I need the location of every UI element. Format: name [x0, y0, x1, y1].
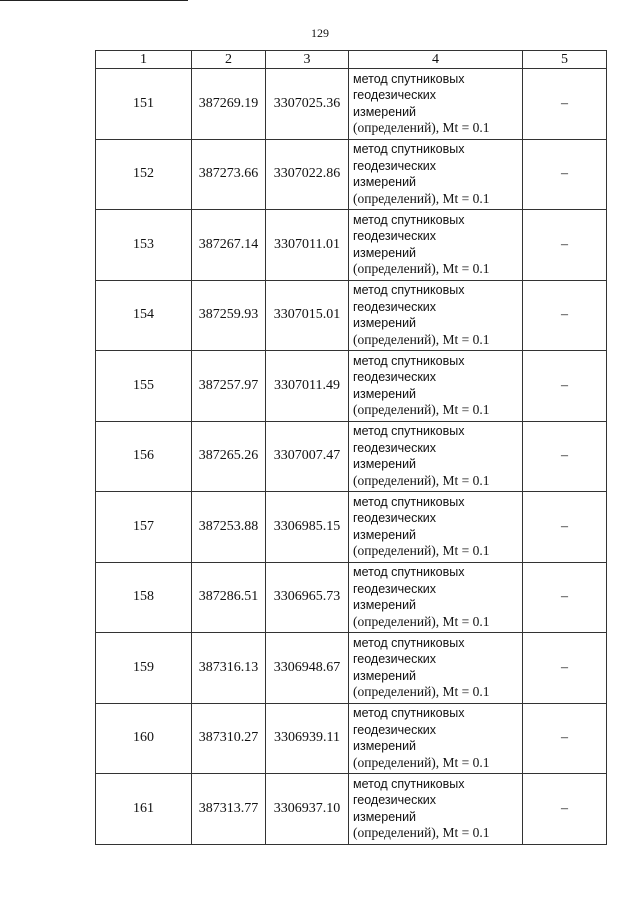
method-line: метод спутниковых	[353, 635, 465, 650]
method-line: измерений	[353, 809, 417, 824]
method-line: (определений), Mt = 0.1	[353, 261, 490, 277]
method-cell	[349, 774, 523, 845]
coordinates-table	[95, 50, 607, 845]
header-col-1: 1	[96, 51, 192, 69]
method-line: измерений	[353, 739, 417, 754]
table-row	[96, 703, 607, 774]
method-line: измерений	[353, 316, 417, 331]
method-line: геодезических	[353, 299, 437, 314]
method-line: метод спутниковых	[353, 494, 465, 509]
x-coordinate-cell: 387267.14	[192, 210, 266, 281]
y-coordinate-cell: 3306948.67	[266, 633, 349, 704]
method-line: метод спутниковых	[353, 142, 465, 157]
method-line: измерений	[353, 527, 417, 542]
y-coordinate-cell: 3306937.10	[266, 774, 349, 845]
method-cell	[349, 562, 523, 633]
method-line: измерений	[353, 245, 417, 260]
point-number-cell: 154	[96, 280, 192, 351]
header-col-3: 3	[266, 51, 349, 69]
method-line: (определений), Mt = 0.1	[353, 331, 490, 347]
top-rule	[0, 0, 188, 1]
column-5-cell: –	[523, 633, 607, 704]
method-line: метод спутниковых	[353, 283, 465, 298]
column-5-cell: –	[523, 492, 607, 563]
point-number-cell: 153	[96, 210, 192, 281]
y-coordinate-cell: 3307007.47	[266, 421, 349, 492]
method-cell	[349, 421, 523, 492]
method-line: (определений), Mt = 0.1	[353, 402, 490, 418]
method-line: измерений	[353, 668, 417, 683]
method-line: метод спутниковых	[353, 776, 465, 791]
y-coordinate-cell: 3307011.49	[266, 351, 349, 422]
method-cell	[349, 69, 523, 140]
column-5-cell: –	[523, 421, 607, 492]
method-line: геодезических	[353, 88, 437, 103]
table-row	[96, 633, 607, 704]
method-line: геодезических	[353, 440, 437, 455]
method-line: (определений), Mt = 0.1	[353, 684, 490, 700]
column-5-cell: –	[523, 703, 607, 774]
point-number-cell: 161	[96, 774, 192, 845]
x-coordinate-cell: 387265.26	[192, 421, 266, 492]
table-row	[96, 280, 607, 351]
table-row	[96, 562, 607, 633]
method-line: метод спутниковых	[353, 353, 465, 368]
header-col-4: 4	[349, 51, 523, 69]
method-line: (определений), Mt = 0.1	[353, 120, 490, 136]
page-number: 129	[311, 26, 329, 40]
x-coordinate-cell: 387313.77	[192, 774, 266, 845]
method-cell	[349, 633, 523, 704]
x-coordinate-cell: 387269.19	[192, 69, 266, 140]
column-5-cell: –	[523, 351, 607, 422]
method-line: измерений	[353, 386, 417, 401]
column-5-cell: –	[523, 210, 607, 281]
y-coordinate-cell: 3307011.01	[266, 210, 349, 281]
point-number-cell: 160	[96, 703, 192, 774]
y-coordinate-cell: 3306939.11	[266, 703, 349, 774]
table-row	[96, 139, 607, 210]
method-line: геодезических	[353, 722, 437, 737]
column-5-cell: –	[523, 139, 607, 210]
x-coordinate-cell: 387257.97	[192, 351, 266, 422]
method-cell	[349, 703, 523, 774]
y-coordinate-cell: 3306985.15	[266, 492, 349, 563]
y-coordinate-cell: 3307022.86	[266, 139, 349, 210]
method-line: геодезических	[353, 793, 437, 808]
x-coordinate-cell: 387316.13	[192, 633, 266, 704]
method-line: метод спутниковых	[353, 706, 465, 721]
method-line: геодезических	[353, 370, 437, 385]
method-cell	[349, 210, 523, 281]
method-line: (определений), Mt = 0.1	[353, 825, 490, 841]
x-coordinate-cell: 387310.27	[192, 703, 266, 774]
method-line: метод спутниковых	[353, 71, 465, 86]
table-header-row	[96, 51, 607, 69]
header-col-5: 5	[523, 51, 607, 69]
x-coordinate-cell: 387253.88	[192, 492, 266, 563]
point-number-cell: 151	[96, 69, 192, 140]
table-row	[96, 774, 607, 845]
point-number-cell: 159	[96, 633, 192, 704]
method-cell	[349, 351, 523, 422]
column-5-cell: –	[523, 280, 607, 351]
method-line: (определений), Mt = 0.1	[353, 190, 490, 206]
y-coordinate-cell: 3307025.36	[266, 69, 349, 140]
y-coordinate-cell: 3307015.01	[266, 280, 349, 351]
method-line: измерений	[353, 175, 417, 190]
method-line: измерений	[353, 457, 417, 472]
column-5-cell: –	[523, 774, 607, 845]
table-row	[96, 492, 607, 563]
table-body	[96, 69, 607, 845]
method-cell	[349, 139, 523, 210]
method-line: измерений	[353, 598, 417, 613]
method-line: (определений), Mt = 0.1	[353, 543, 490, 559]
table-row	[96, 69, 607, 140]
header-col-2: 2	[192, 51, 266, 69]
x-coordinate-cell: 387286.51	[192, 562, 266, 633]
method-line: геодезических	[353, 511, 437, 526]
method-line: (определений), Mt = 0.1	[353, 472, 490, 488]
method-line: метод спутниковых	[353, 424, 465, 439]
method-line: (определений), Mt = 0.1	[353, 613, 490, 629]
table-row	[96, 421, 607, 492]
method-cell	[349, 280, 523, 351]
table-row	[96, 351, 607, 422]
column-5-cell: –	[523, 562, 607, 633]
method-line: измерений	[353, 104, 417, 119]
method-line: геодезических	[353, 229, 437, 244]
method-line: геодезических	[353, 581, 437, 596]
point-number-cell: 156	[96, 421, 192, 492]
point-number-cell: 152	[96, 139, 192, 210]
y-coordinate-cell: 3306965.73	[266, 562, 349, 633]
point-number-cell: 158	[96, 562, 192, 633]
x-coordinate-cell: 387273.66	[192, 139, 266, 210]
method-line: геодезических	[353, 652, 437, 667]
method-line: (определений), Mt = 0.1	[353, 754, 490, 770]
method-line: метод спутниковых	[353, 565, 465, 580]
x-coordinate-cell: 387259.93	[192, 280, 266, 351]
column-5-cell: –	[523, 69, 607, 140]
method-cell	[349, 492, 523, 563]
method-line: метод спутниковых	[353, 212, 465, 227]
method-line: геодезических	[353, 158, 437, 173]
point-number-cell: 155	[96, 351, 192, 422]
table-row	[96, 210, 607, 281]
point-number-cell: 157	[96, 492, 192, 563]
